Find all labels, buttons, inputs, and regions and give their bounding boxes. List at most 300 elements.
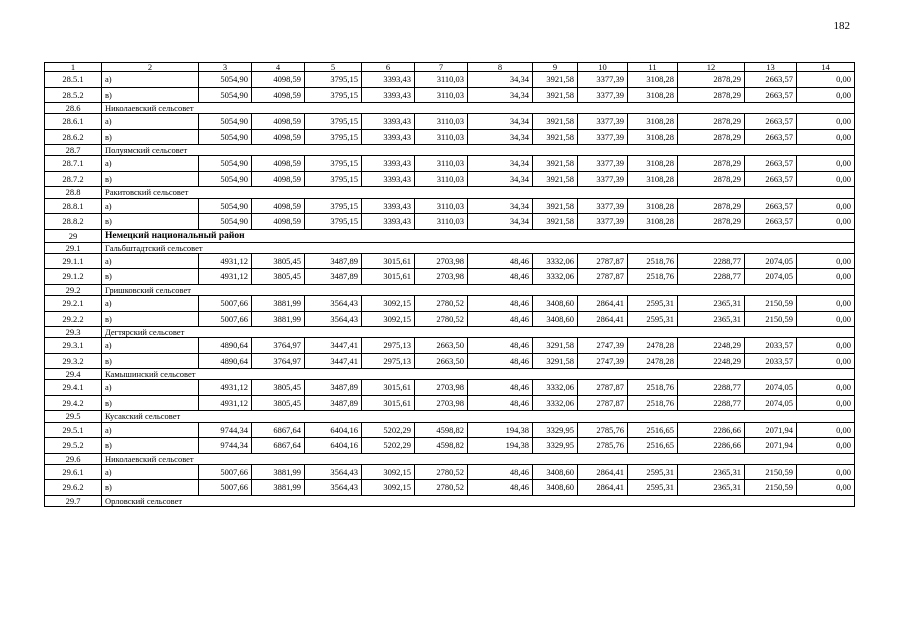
value-cell: 3921,58 (533, 114, 578, 130)
value-cell: 2286,66 (678, 438, 745, 454)
value-cell: 9744,34 (199, 438, 252, 454)
value-cell: 2518,76 (628, 380, 678, 396)
section-title: Николаевский сельсовет (102, 453, 855, 464)
value-cell: 2663,57 (745, 198, 797, 214)
value-cell: 3805,45 (252, 395, 305, 411)
value-cell: 0,00 (797, 296, 855, 312)
section-code: 29.1 (45, 242, 102, 253)
value-cell: 2747,39 (578, 353, 628, 369)
value-cell: 48,46 (468, 380, 533, 396)
row-subitem: в) (102, 438, 199, 454)
value-cell: 5202,29 (362, 438, 415, 454)
value-cell: 3377,39 (578, 87, 628, 103)
page-number: 182 (833, 20, 850, 32)
value-cell: 2518,76 (628, 253, 678, 269)
section-row (45, 242, 855, 253)
value-cell: 3108,28 (628, 198, 678, 214)
value-cell: 3332,06 (533, 395, 578, 411)
row-subitem: а) (102, 114, 199, 130)
value-cell: 2780,52 (415, 480, 468, 496)
value-cell: 3332,06 (533, 380, 578, 396)
row-subitem: а) (102, 380, 199, 396)
value-cell: 3487,89 (305, 380, 362, 396)
value-cell: 4598,82 (415, 422, 468, 438)
section-row (45, 187, 855, 198)
value-cell: 0,00 (797, 338, 855, 354)
value-cell: 2703,98 (415, 253, 468, 269)
table-row (45, 464, 855, 480)
value-cell: 3921,58 (533, 198, 578, 214)
row-subitem: в) (102, 480, 199, 496)
row-subitem: в) (102, 171, 199, 187)
value-cell: 3408,60 (533, 464, 578, 480)
table-row (45, 438, 855, 454)
value-cell: 3921,58 (533, 156, 578, 172)
row-subitem: в) (102, 87, 199, 103)
value-cell: 0,00 (797, 438, 855, 454)
value-cell: 3487,89 (305, 395, 362, 411)
value-cell: 3795,15 (305, 129, 362, 145)
value-cell: 4098,59 (252, 114, 305, 130)
row-code: 28.6.1 (45, 114, 102, 130)
value-cell: 3408,60 (533, 311, 578, 327)
value-cell: 4890,64 (199, 338, 252, 354)
value-cell: 5007,66 (199, 480, 252, 496)
value-cell: 2595,31 (628, 464, 678, 480)
value-cell: 3921,58 (533, 171, 578, 187)
row-code: 29.2.2 (45, 311, 102, 327)
value-cell: 2864,41 (578, 311, 628, 327)
value-cell: 2663,50 (415, 338, 468, 354)
row-subitem: а) (102, 156, 199, 172)
value-cell: 3393,43 (362, 87, 415, 103)
value-cell: 2033,57 (745, 353, 797, 369)
value-cell: 4931,12 (199, 380, 252, 396)
value-cell: 48,46 (468, 353, 533, 369)
value-cell: 2071,94 (745, 422, 797, 438)
value-cell: 2878,29 (678, 114, 745, 130)
value-cell: 0,00 (797, 422, 855, 438)
district-title: Немецкий национальный район (102, 229, 855, 242)
row-code: 29.6.2 (45, 480, 102, 496)
value-cell: 3377,39 (578, 171, 628, 187)
value-cell: 2033,57 (745, 338, 797, 354)
value-cell: 3108,28 (628, 214, 678, 230)
value-cell: 0,00 (797, 353, 855, 369)
value-cell: 3015,61 (362, 395, 415, 411)
value-cell: 3795,15 (305, 114, 362, 130)
value-cell: 4098,59 (252, 214, 305, 230)
row-subitem: в) (102, 395, 199, 411)
table-row (45, 214, 855, 230)
value-cell: 2248,29 (678, 353, 745, 369)
tariff-table (44, 62, 855, 507)
value-cell: 0,00 (797, 87, 855, 103)
value-cell: 2864,41 (578, 480, 628, 496)
value-cell: 3092,15 (362, 311, 415, 327)
value-cell: 3487,89 (305, 269, 362, 285)
value-cell: 2074,05 (745, 380, 797, 396)
value-cell: 3108,28 (628, 171, 678, 187)
row-code: 29.4.1 (45, 380, 102, 396)
value-cell: 0,00 (797, 395, 855, 411)
value-cell: 3564,43 (305, 480, 362, 496)
value-cell: 5007,66 (199, 311, 252, 327)
value-cell: 3110,03 (415, 156, 468, 172)
value-cell: 3377,39 (578, 129, 628, 145)
value-cell: 3332,06 (533, 253, 578, 269)
value-cell: 5054,90 (199, 171, 252, 187)
row-code: 29.5.1 (45, 422, 102, 438)
value-cell: 2787,87 (578, 269, 628, 285)
value-cell: 3291,58 (533, 338, 578, 354)
row-subitem: в) (102, 129, 199, 145)
value-cell: 3110,03 (415, 198, 468, 214)
value-cell: 2780,52 (415, 296, 468, 312)
value-cell: 0,00 (797, 269, 855, 285)
column-number: 8 (468, 63, 533, 72)
row-code: 29.1.2 (45, 269, 102, 285)
value-cell: 34,34 (468, 171, 533, 187)
value-cell: 48,46 (468, 395, 533, 411)
table-row (45, 129, 855, 145)
table-row (45, 338, 855, 354)
value-cell: 2595,31 (628, 296, 678, 312)
value-cell: 9744,34 (199, 422, 252, 438)
row-code: 29.3.2 (45, 353, 102, 369)
table-row (45, 72, 855, 88)
value-cell: 48,46 (468, 464, 533, 480)
value-cell: 2878,29 (678, 214, 745, 230)
section-title: Полуямский сельсовет (102, 145, 855, 156)
value-cell: 3393,43 (362, 198, 415, 214)
value-cell: 3377,39 (578, 114, 628, 130)
value-cell: 2518,76 (628, 395, 678, 411)
value-cell: 5007,66 (199, 296, 252, 312)
value-cell: 194,38 (468, 438, 533, 454)
section-row (45, 369, 855, 380)
value-cell: 3015,61 (362, 380, 415, 396)
column-number: 5 (305, 63, 362, 72)
value-cell: 4098,59 (252, 171, 305, 187)
value-cell: 194,38 (468, 422, 533, 438)
value-cell: 3795,15 (305, 156, 362, 172)
value-cell: 3092,15 (362, 480, 415, 496)
table-row (45, 87, 855, 103)
value-cell: 5054,90 (199, 114, 252, 130)
section-row (45, 145, 855, 156)
value-cell: 5054,90 (199, 156, 252, 172)
value-cell: 3795,15 (305, 214, 362, 230)
row-code: 28.5.2 (45, 87, 102, 103)
row-subitem: а) (102, 338, 199, 354)
section-code: 29.6 (45, 453, 102, 464)
value-cell: 2780,52 (415, 311, 468, 327)
row-subitem: в) (102, 214, 199, 230)
value-cell: 2071,94 (745, 438, 797, 454)
row-code: 29.6.1 (45, 464, 102, 480)
table-row (45, 296, 855, 312)
value-cell: 2878,29 (678, 87, 745, 103)
value-cell: 0,00 (797, 171, 855, 187)
row-code: 29.5.2 (45, 438, 102, 454)
column-number: 14 (797, 63, 855, 72)
value-cell: 5054,90 (199, 87, 252, 103)
value-cell: 0,00 (797, 114, 855, 130)
value-cell: 5054,90 (199, 198, 252, 214)
section-title: Николаевский сельсовет (102, 103, 855, 114)
column-number: 10 (578, 63, 628, 72)
value-cell: 2878,29 (678, 72, 745, 88)
row-subitem: а) (102, 422, 199, 438)
section-code: 28.6 (45, 103, 102, 114)
value-cell: 2663,57 (745, 171, 797, 187)
section-code: 29.7 (45, 495, 102, 506)
value-cell: 3329,95 (533, 422, 578, 438)
value-cell: 2785,76 (578, 438, 628, 454)
value-cell: 3393,43 (362, 72, 415, 88)
value-cell: 3377,39 (578, 156, 628, 172)
value-cell: 3110,03 (415, 171, 468, 187)
column-number: 6 (362, 63, 415, 72)
row-code: 28.6.2 (45, 129, 102, 145)
value-cell: 3881,99 (252, 480, 305, 496)
value-cell: 3921,58 (533, 87, 578, 103)
value-cell: 3291,58 (533, 353, 578, 369)
value-cell: 34,34 (468, 198, 533, 214)
section-row (45, 411, 855, 422)
value-cell: 0,00 (797, 480, 855, 496)
value-cell: 2478,28 (628, 338, 678, 354)
value-cell: 3564,43 (305, 464, 362, 480)
row-code: 29.3.1 (45, 338, 102, 354)
value-cell: 4098,59 (252, 198, 305, 214)
column-number: 9 (533, 63, 578, 72)
value-cell: 48,46 (468, 253, 533, 269)
section-title: Гришковский сельсовет (102, 284, 855, 295)
value-cell: 3795,15 (305, 72, 362, 88)
value-cell: 0,00 (797, 380, 855, 396)
value-cell: 2150,59 (745, 296, 797, 312)
row-subitem: в) (102, 269, 199, 285)
value-cell: 3393,43 (362, 129, 415, 145)
value-cell: 2864,41 (578, 464, 628, 480)
value-cell: 3921,58 (533, 214, 578, 230)
column-number: 13 (745, 63, 797, 72)
section-title: Гальбштадтский сельсовет (102, 242, 855, 253)
value-cell: 5007,66 (199, 464, 252, 480)
value-cell: 2878,29 (678, 198, 745, 214)
value-cell: 2703,98 (415, 395, 468, 411)
value-cell: 3487,89 (305, 253, 362, 269)
value-cell: 4098,59 (252, 72, 305, 88)
section-title: Дегтярский сельсовет (102, 327, 855, 338)
value-cell: 2365,31 (678, 311, 745, 327)
value-cell: 2248,29 (678, 338, 745, 354)
value-cell: 2663,57 (745, 214, 797, 230)
value-cell: 2074,05 (745, 395, 797, 411)
value-cell: 2288,77 (678, 395, 745, 411)
value-cell: 3108,28 (628, 114, 678, 130)
value-cell: 2780,52 (415, 464, 468, 480)
value-cell: 3408,60 (533, 296, 578, 312)
value-cell: 3092,15 (362, 464, 415, 480)
column-number: 3 (199, 63, 252, 72)
value-cell: 0,00 (797, 198, 855, 214)
value-cell: 2074,05 (745, 253, 797, 269)
value-cell: 3377,39 (578, 198, 628, 214)
value-cell: 4931,12 (199, 253, 252, 269)
value-cell: 3393,43 (362, 114, 415, 130)
row-subitem: а) (102, 198, 199, 214)
value-cell: 2516,65 (628, 438, 678, 454)
value-cell: 0,00 (797, 129, 855, 145)
value-cell: 2787,87 (578, 395, 628, 411)
section-row (45, 103, 855, 114)
value-cell: 2663,57 (745, 87, 797, 103)
value-cell: 48,46 (468, 296, 533, 312)
section-code: 29 (45, 229, 102, 242)
column-number: 1 (45, 63, 102, 72)
row-code: 28.7.2 (45, 171, 102, 187)
value-cell: 34,34 (468, 129, 533, 145)
value-cell: 3881,99 (252, 311, 305, 327)
value-cell: 4598,82 (415, 438, 468, 454)
section-row (45, 327, 855, 338)
value-cell: 3447,41 (305, 353, 362, 369)
value-cell: 2288,77 (678, 380, 745, 396)
row-code: 28.8.2 (45, 214, 102, 230)
value-cell: 2747,39 (578, 338, 628, 354)
row-subitem: а) (102, 296, 199, 312)
row-code: 29.4.2 (45, 395, 102, 411)
value-cell: 2878,29 (678, 156, 745, 172)
value-cell: 2518,76 (628, 269, 678, 285)
value-cell: 2150,59 (745, 464, 797, 480)
value-cell: 0,00 (797, 72, 855, 88)
value-cell: 3108,28 (628, 87, 678, 103)
table-row (45, 480, 855, 496)
value-cell: 2663,57 (745, 129, 797, 145)
value-cell: 4931,12 (199, 395, 252, 411)
table-row (45, 156, 855, 172)
section-code: 28.8 (45, 187, 102, 198)
value-cell: 6867,64 (252, 422, 305, 438)
value-cell: 0,00 (797, 253, 855, 269)
value-cell: 4098,59 (252, 129, 305, 145)
row-code: 29.2.1 (45, 296, 102, 312)
value-cell: 3393,43 (362, 214, 415, 230)
value-cell: 3921,58 (533, 129, 578, 145)
section-title: Орловский сельсовет (102, 495, 855, 506)
value-cell: 2663,57 (745, 114, 797, 130)
value-cell: 3795,15 (305, 171, 362, 187)
value-cell: 4890,64 (199, 353, 252, 369)
value-cell: 3015,61 (362, 269, 415, 285)
value-cell: 3015,61 (362, 253, 415, 269)
value-cell: 0,00 (797, 214, 855, 230)
value-cell: 2878,29 (678, 171, 745, 187)
value-cell: 2288,77 (678, 253, 745, 269)
value-cell: 0,00 (797, 311, 855, 327)
section-code: 29.3 (45, 327, 102, 338)
value-cell: 2074,05 (745, 269, 797, 285)
value-cell: 48,46 (468, 269, 533, 285)
row-subitem: а) (102, 464, 199, 480)
section-code: 29.5 (45, 411, 102, 422)
value-cell: 3764,97 (252, 353, 305, 369)
value-cell: 2663,57 (745, 72, 797, 88)
value-cell: 48,46 (468, 480, 533, 496)
value-cell: 5054,90 (199, 214, 252, 230)
value-cell: 2878,29 (678, 129, 745, 145)
value-cell: 48,46 (468, 338, 533, 354)
value-cell: 3564,43 (305, 296, 362, 312)
value-cell: 2663,57 (745, 156, 797, 172)
table-row (45, 353, 855, 369)
value-cell: 2286,66 (678, 422, 745, 438)
column-number: 11 (628, 63, 678, 72)
value-cell: 2478,28 (628, 353, 678, 369)
value-cell: 4098,59 (252, 156, 305, 172)
section-row (45, 284, 855, 295)
section-title: Кусакский сельсовет (102, 411, 855, 422)
value-cell: 2787,87 (578, 253, 628, 269)
row-code: 29.1.1 (45, 253, 102, 269)
section-row (45, 495, 855, 506)
value-cell: 2864,41 (578, 296, 628, 312)
table-row (45, 114, 855, 130)
value-cell: 6867,64 (252, 438, 305, 454)
value-cell: 5054,90 (199, 129, 252, 145)
value-cell: 4931,12 (199, 269, 252, 285)
value-cell: 48,46 (468, 311, 533, 327)
column-number: 4 (252, 63, 305, 72)
value-cell: 34,34 (468, 72, 533, 88)
value-cell: 3108,28 (628, 156, 678, 172)
value-cell: 3564,43 (305, 311, 362, 327)
section-code: 29.4 (45, 369, 102, 380)
section-row (45, 453, 855, 464)
table-row (45, 380, 855, 396)
value-cell: 3447,41 (305, 338, 362, 354)
value-cell: 2365,31 (678, 296, 745, 312)
row-subitem: в) (102, 353, 199, 369)
table-row (45, 269, 855, 285)
table-row (45, 395, 855, 411)
row-code: 28.8.1 (45, 198, 102, 214)
column-number: 2 (102, 63, 199, 72)
value-cell: 3921,58 (533, 72, 578, 88)
value-cell: 3881,99 (252, 464, 305, 480)
value-cell: 4098,59 (252, 87, 305, 103)
value-cell: 3805,45 (252, 269, 305, 285)
table-row (45, 253, 855, 269)
value-cell: 5202,29 (362, 422, 415, 438)
column-number: 7 (415, 63, 468, 72)
table-row (45, 311, 855, 327)
value-cell: 2288,77 (678, 269, 745, 285)
value-cell: 2150,59 (745, 311, 797, 327)
value-cell: 3377,39 (578, 214, 628, 230)
value-cell: 2787,87 (578, 380, 628, 396)
value-cell: 2663,50 (415, 353, 468, 369)
row-subitem: в) (102, 311, 199, 327)
value-cell: 2703,98 (415, 269, 468, 285)
value-cell: 2365,31 (678, 480, 745, 496)
value-cell: 3795,15 (305, 198, 362, 214)
value-cell: 34,34 (468, 214, 533, 230)
